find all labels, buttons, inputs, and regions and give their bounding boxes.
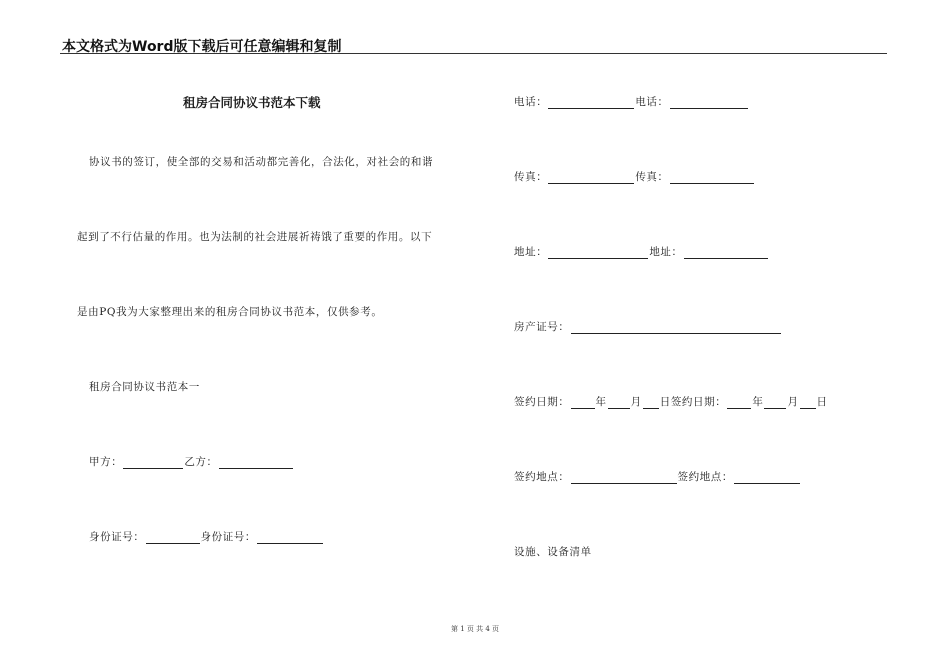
year-b-label: 年 (752, 396, 764, 408)
fax-a-blank[interactable] (548, 172, 634, 184)
day-b-blank[interactable] (800, 397, 816, 409)
day-a-blank[interactable] (643, 397, 659, 409)
month-a-label: 月 (630, 396, 642, 408)
id-b-blank[interactable] (257, 532, 323, 544)
addr-a-label: 地址： (514, 246, 548, 258)
party-b-blank[interactable] (219, 457, 293, 469)
party-a-label: 甲方： (89, 456, 123, 468)
addr-a-blank[interactable] (548, 247, 648, 259)
address-row (514, 244, 769, 259)
place-b-blank[interactable] (734, 472, 800, 484)
document-header: 本文格式为Word版下载后可任意编辑和复制 (62, 39, 342, 55)
property-blank[interactable] (571, 322, 781, 334)
fax-a-label: 传真： (514, 171, 548, 183)
document-title: 租房合同协议书范本下载 (183, 95, 321, 110)
fax-row (514, 169, 755, 184)
place-a-blank[interactable] (571, 472, 677, 484)
month-a-blank[interactable] (608, 397, 630, 409)
fax-b-label: 传真： (635, 171, 669, 183)
property-label: 房产证号： (514, 321, 570, 333)
property-row (514, 319, 782, 334)
day-b-label: 日 (816, 396, 828, 408)
id-row (89, 529, 324, 544)
month-b-blank[interactable] (764, 397, 786, 409)
year-b-blank[interactable] (727, 397, 751, 409)
phone-b-blank[interactable] (670, 97, 748, 109)
fax-b-blank[interactable] (670, 172, 754, 184)
id-b-label: 身份证号： (200, 531, 256, 543)
year-a-blank[interactable] (571, 397, 595, 409)
id-a-blank[interactable] (146, 532, 200, 544)
addr-b-label: 地址： (649, 246, 683, 258)
place-b-label: 签约地点： (677, 471, 733, 483)
section-heading: 租房合同协议书范本一 (89, 381, 200, 393)
phone-b-label: 电话： (635, 96, 669, 108)
place-a-label: 签约地点： (514, 471, 570, 483)
party-a-blank[interactable] (123, 457, 183, 469)
phone-a-label: 电话： (514, 96, 548, 108)
phone-a-blank[interactable] (548, 97, 634, 109)
sign-date-b-label: 日签约日期： (659, 396, 727, 408)
year-a-label: 年 (595, 396, 607, 408)
sign-date-a-label: 签约日期： (514, 396, 570, 408)
header-rule (60, 53, 887, 54)
party-b-label: 乙方： (184, 456, 218, 468)
sign-date-row (514, 394, 828, 409)
facilities-heading: 设施、设备清单 (514, 546, 592, 558)
phone-row (514, 94, 749, 109)
addr-b-blank[interactable] (684, 247, 768, 259)
intro-paragraph-line-3: 是由PQ我为大家整理出来的租房合同协议书范本，仅供参考。 (77, 306, 383, 318)
page-number: 第 1 页 共 4 页 (450, 625, 500, 633)
party-row (89, 454, 294, 469)
intro-paragraph-line-2: 起到了不行估量的作用。也为法制的社会进展祈祷饿了重要的作用。以下 (77, 231, 433, 243)
sign-place-row (514, 469, 801, 484)
id-a-label: 身份证号： (89, 531, 145, 543)
month-b-label: 月 (787, 396, 799, 408)
intro-paragraph-line-1: 协议书的签订，使全部的交易和活动都完善化，合法化，对社会的和谐 (89, 156, 434, 168)
